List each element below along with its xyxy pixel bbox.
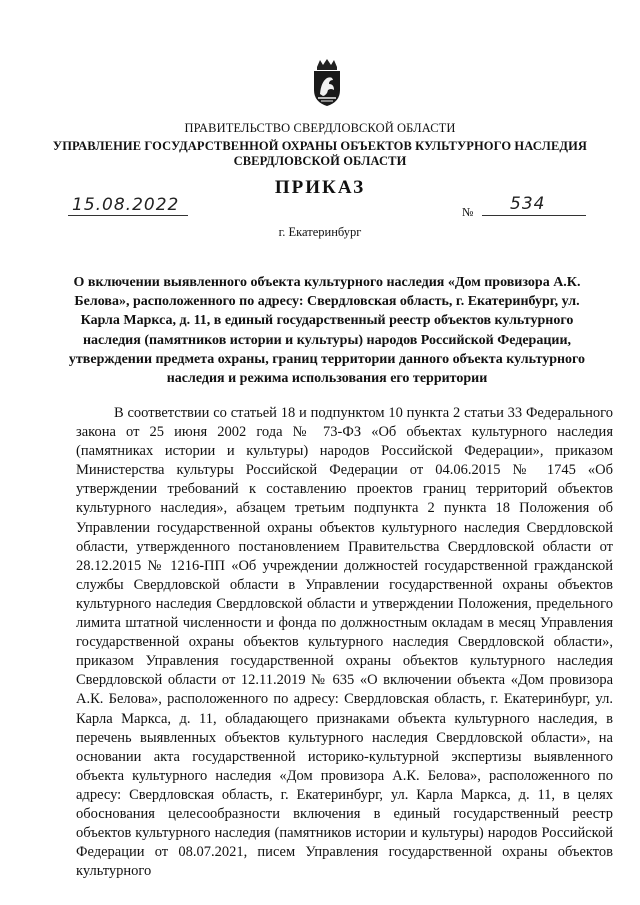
order-number-handwritten: 534 — [510, 194, 546, 214]
order-body — [76, 404, 613, 881]
order-title: О включении выявленного объекта культурного наследия «Дом провизора А.К. Белова», расположенного по адресу: Свердловская область, г. Екатеринбург, ул. Карла Маркса, д. 11, в единый государственный реестр объектов культурного наследия (памятников истории и культуры) народов Российской Федерации, утверждении предмета охраны, границ территории данного объекта культурного наследия и режима использования его территории — [68, 275, 586, 387]
number-underline — [482, 215, 586, 216]
sverdlovsk-coat-of-arms-icon — [309, 58, 345, 108]
document-type-heading: ПРИКАЗ — [274, 177, 366, 198]
date-underline — [68, 215, 188, 216]
city-line: г. Екатеринбург — [278, 225, 362, 239]
government-name: ПРАВИТЕЛЬСТВО СВЕРДЛОВСКОЙ ОБЛАСТИ — [184, 121, 456, 135]
body-paragraph: В соответствии со статьей 18 и подпунктом 10 пункта 2 статьи 33 Федерального закона от 25 июня 2002 года № 73-ФЗ «Об объектах культурного наследия (памятниках истории и культуры) народов Российской Федерации», приказом Министерства культуры Российской Федерации от 04.06.2015 № 1745 «Об утверждении требований к составлению проектов границ территорий объектов культурного наследия», абзацем третьим подпункта 2 пункта 18 Положения об Управлении государственной охраны объектов культурного наследия Свердловской области, утвержденного постановлением Правительства Свердловской области от 28.12.2015 № 1216-ПП «Об учреждении должностей государственной гражданской службы Свердловской области в Управлении государственной охраны объектов культурного наследия Свердловской области и утверждении Положения, предельного лимита штатной численности и фонда по должностным окладам в месяц Управления государственной охраны объектов культурного наследия Свердловской области», приказом Управления государственной охраны объектов культурного наследия Свердловской области от 12.11.2019 № 635 «О включении объекта «Дом провизора А.К. Белова», расположенного по адресу: Свердловская область, г. Екатеринбург, ул. Карла Маркса, д. 11, обладающего признаками объекта культурного наследия, в перечень выявленных объектов культурного наследия Свердловской области», на основании акта государственной историко-культурной экспертизы выявленного объекта культурного наследия «Дом провизора А.К. Белова», расположенного по адресу: Свердловская область, г. Екатеринбург, ул. Карла Маркса, д. 11, в целях обоснования целесообразности включения в единый государственный реестр объектов культурного наследия (памятников истории и культуры) народов Российской Федерации от 08.07.2021, писем Управления государственной охраны объектов культурного — [76, 405, 613, 880]
department-name-line1: УПРАВЛЕНИЕ ГОСУДАРСТВЕННОЙ ОХРАНЫ ОБЪЕКТОВ КУЛЬТУРНОГО НАСЛЕДИЯ — [52, 139, 588, 153]
department-name-line2: СВЕРДЛОВСКОЙ ОБЛАСТИ — [233, 154, 407, 168]
number-label: № — [462, 205, 474, 219]
order-date-handwritten: 15.08.2022 — [72, 195, 180, 215]
